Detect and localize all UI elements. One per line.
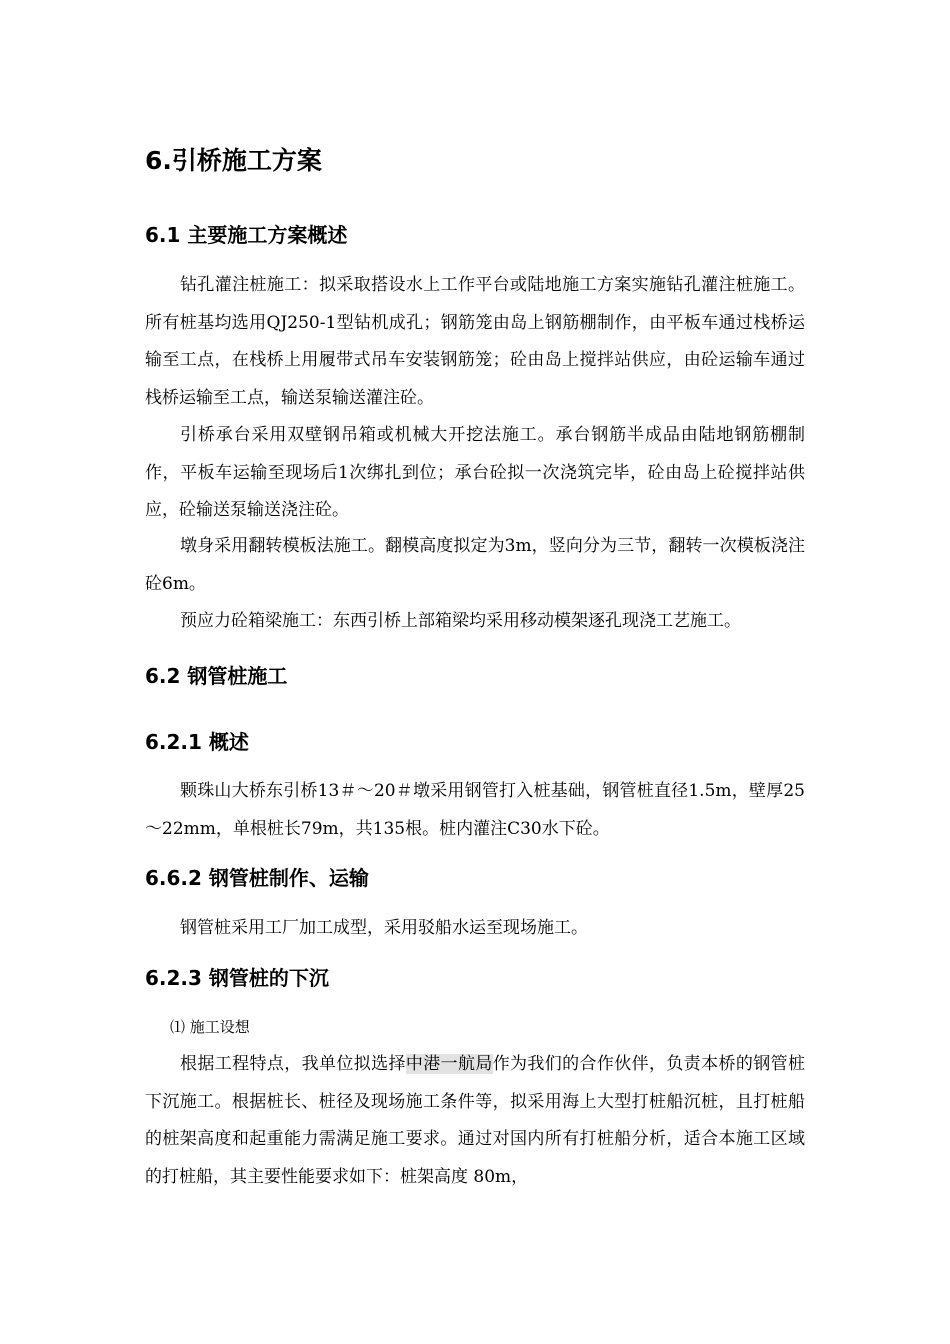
list-item-construction-concept: ⑴ 施工设想 (170, 1018, 250, 1036)
paragraph-pier-body: 墩身采用翻转模板法施工。翻模高度拟定为3m，竖向分为三节，翻转一次模板浇注砼6m。 (145, 536, 805, 594)
chapter-title: 6.引桥施工方案 (145, 146, 322, 175)
section-heading-6-1: 6.1 主要施工方案概述 (145, 223, 348, 247)
highlighted-company-name: 中港一航局 (405, 1054, 493, 1074)
paragraph-pile-driving (145, 1046, 805, 1196)
paragraph-box-girder: 预应力砼箱梁施工：东西引桥上部箱梁均采用移动模架逐孔现浇工艺施工。 (180, 611, 741, 631)
section-heading-6-6-2: 6.6.2 钢管桩制作、运输 (145, 866, 369, 890)
paragraph-text-after: 作为我们的合作伙伴，负责本桥的钢管桩下沉施工。根据桩长、桩径及现场施工条件等，拟采用海上大型打桩船沉桩，且打桩船的桩架高度和起重能力需满足施工要求。通过对国内所有打桩船分析，适合本施工区域的打桩船，其主要性能要求如下：桩架高度 80m， (145, 1054, 806, 1187)
section-heading-6-2-1: 6.2.1 概述 (145, 730, 249, 754)
paragraph-bored-piles: 钻孔灌注桩施工：拟采取搭设水上工作平台或陆地施工方案实施钻孔灌注桩施工。所有桩基均选用QJ250-1型钻机成孔；钢筋笼由岛上钢筋棚制作，由平板车通过栈桥运输至工点，在栈桥上用履带式吊车安装钢筋笼；砼由岛上搅拌站供应，由砼运输车通过栈桥运输至工点，输送泵输送灌注砼。 (145, 275, 805, 408)
paragraph-fabrication: 钢管桩采用工厂加工成型，采用驳船水运至现场施工。 (180, 918, 588, 938)
paragraph-overview: 颗珠山大桥东引桥13＃～20＃墩采用钢管打入桩基础，钢管桩直径1.5m，壁厚25～22mm，单根桩长79m，共135根。桩内灌注C30水下砼。 (145, 781, 805, 839)
paragraph-text-before: 根据工程特点，我单位拟选择 (180, 1054, 406, 1074)
section-heading-6-2: 6.2 钢管桩施工 (145, 664, 288, 688)
section-heading-6-2-3: 6.2.3 钢管桩的下沉 (145, 966, 329, 990)
paragraph-pile-caps: 引桥承台采用双壁钢吊箱或机械大开挖法施工。承台钢筋半成品由陆地钢筋棚制作，平板车运输至现场后1次绑扎到位；承台砼拟一次浇筑完毕，砼由岛上砼搅拌站供应，砼输送泵输送浇注砼。 (145, 425, 805, 520)
